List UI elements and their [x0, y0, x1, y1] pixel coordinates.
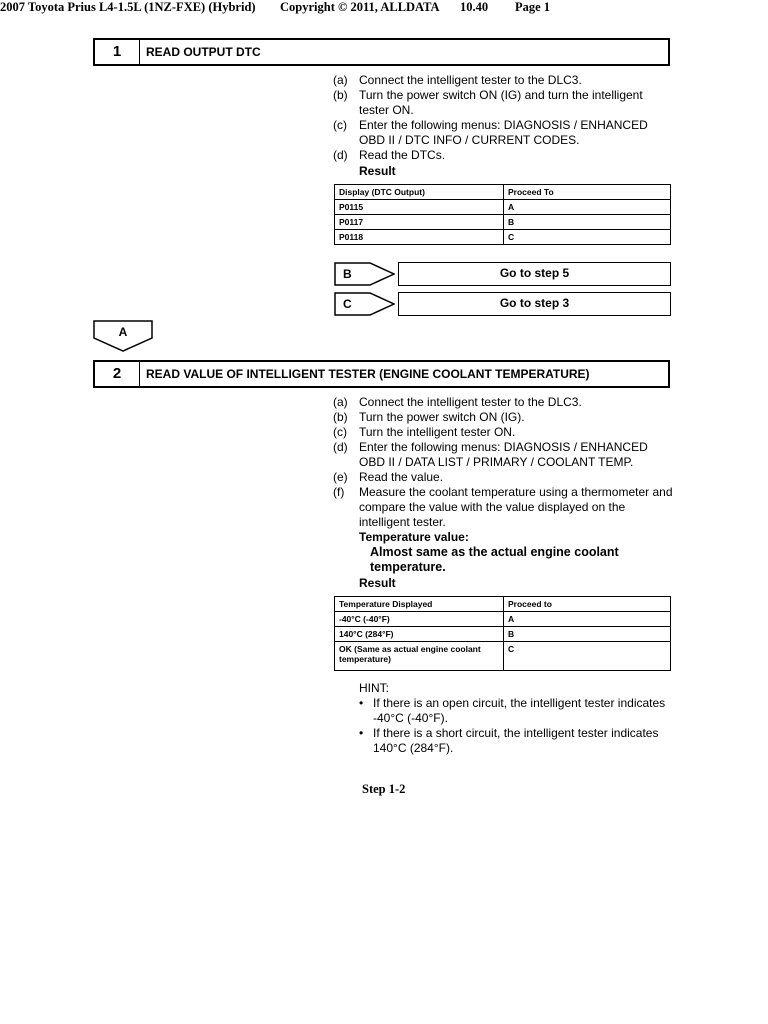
hint-item: • If there is an open circuit, the intelligent tester indicates -40°C (-40°F). — [359, 696, 666, 725]
table-cell: P0117 — [335, 215, 504, 230]
dtc-result-table — [334, 184, 671, 245]
step-2-instructions — [333, 395, 673, 575]
vehicle-title: 2007 Toyota Prius L4-1.5L (1NZ-FXE) (Hybrid) — [0, 0, 256, 14]
hint-item: • If there is a short circuit, the intelligent tester indicates 140°C (284°F). — [359, 726, 659, 755]
temperature-value: Almost same as the actual engine coolant temperature. — [370, 545, 619, 574]
table-row — [335, 230, 671, 245]
step-2-header — [93, 360, 670, 388]
instruction-item: (e) Read the value. — [333, 470, 444, 484]
step-2-number: 2 — [95, 362, 140, 386]
instruction-item: (d) Enter the following menus: DIAGNOSIS / ENHANCED OBD II / DATA LIST / PRIMARY / COOLANT TEMP. — [333, 440, 648, 469]
copyright: Copyright © 2011, ALLDATA — [280, 0, 440, 14]
instruction-item: (c) Turn the intelligent tester ON. — [333, 425, 516, 439]
go-to-step-3-box: Go to step 3 — [398, 292, 671, 316]
instruction-item: (d) Read the DTCs. — [333, 148, 446, 162]
table-header-row — [335, 597, 671, 612]
temperature-value-label: Temperature value: — [359, 530, 469, 544]
table-cell: B — [504, 627, 671, 642]
table-header-cell: Proceed To — [504, 185, 671, 200]
branch-tag-c: C — [334, 292, 395, 316]
table-cell: A — [504, 612, 671, 627]
step-1-instructions — [333, 73, 673, 163]
table-cell: A — [504, 200, 671, 215]
instruction-item: (c) Enter the following menus: DIAGNOSIS / ENHANCED OBD II / DTC INFO / CURRENT CODES. — [333, 118, 648, 147]
branch-tag-a: A — [93, 320, 153, 352]
instruction-item: (b) Turn the power switch ON (IG) and turn the intelligent tester ON. — [333, 88, 643, 117]
instruction-item: (a) Connect the intelligent tester to the DLC3. — [333, 73, 582, 87]
table-cell: P0118 — [335, 230, 504, 245]
table-row — [335, 627, 671, 642]
step-1-header — [93, 38, 670, 66]
instruction-item: (b) Turn the power switch ON (IG). — [333, 410, 525, 424]
table-header-cell: Display (DTC Output) — [335, 185, 504, 200]
table-row — [335, 612, 671, 627]
bullet-icon: • — [359, 696, 364, 710]
table-cell: C — [504, 230, 671, 245]
version: 10.40 — [460, 0, 489, 14]
go-to-step-5-box: Go to step 5 — [398, 262, 671, 286]
table-row — [335, 642, 671, 671]
table-cell: C — [504, 642, 671, 671]
table-cell: 140°C (284°F) — [335, 627, 504, 642]
page-number: Page 1 — [515, 0, 551, 14]
table-header-cell: Temperature Displayed — [335, 597, 504, 612]
table-cell: P0115 — [335, 200, 504, 215]
bullet-icon: • — [359, 726, 364, 740]
temperature-result-table — [334, 596, 671, 671]
hint-label: HINT: — [359, 681, 389, 695]
page-footer: Step 1-2 — [362, 782, 406, 796]
table-header-cell: Proceed to — [504, 597, 671, 612]
table-row — [335, 215, 671, 230]
instruction-item: (f) Measure the coolant temperature using a thermometer and compare the value with the value displayed on the intelligent tester. — [333, 485, 673, 529]
branch-tag-b: B — [334, 262, 395, 286]
table-cell: B — [504, 215, 671, 230]
table-cell: -40°C (-40°F) — [335, 612, 504, 627]
result-label: Result — [359, 576, 396, 590]
table-cell: OK (Same as actual engine coolant temperature) — [335, 642, 504, 671]
table-row — [335, 200, 671, 215]
result-label: Result — [359, 164, 396, 178]
step-1-number: 1 — [95, 40, 140, 64]
instruction-item: (a) Connect the intelligent tester to the DLC3. — [333, 395, 582, 409]
hint-block — [359, 681, 674, 756]
table-header-row — [335, 185, 671, 200]
step-2-title: READ VALUE OF INTELLIGENT TESTER (ENGINE COOLANT TEMPERATURE) — [146, 367, 590, 381]
step-1-title: READ OUTPUT DTC — [146, 45, 261, 59]
